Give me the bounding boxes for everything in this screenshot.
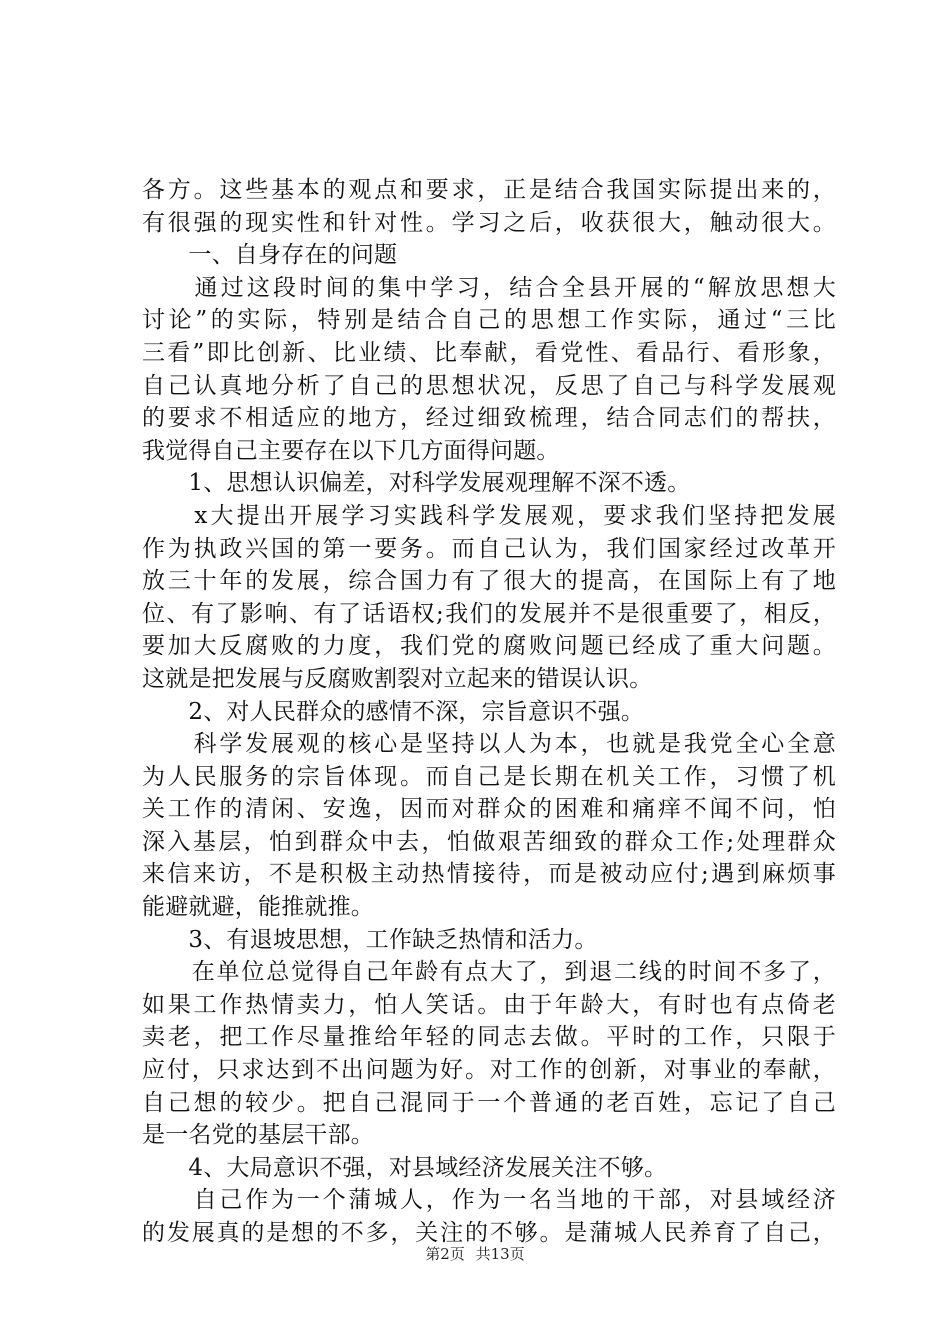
text-line: 1、思想认识偏差，对科学发展观理解不深不透。 <box>142 470 691 497</box>
text-line: 通过这段时间的集中学习，结合全县开展的“解放思想大 <box>142 274 836 301</box>
text-line: 自己认真地分析了自己的思想状况，反思了自己与科学发展观 <box>142 372 836 399</box>
text-line: 讨论”的实际，特别是结合自己的思想工作实际，通过“三比 <box>142 307 836 334</box>
text-line: 在单位总觉得自己年龄有点大了，到退二线的时间不多了， <box>142 959 836 986</box>
text-line: 深入基层，怕到群众中去，怕做艰苦细致的群众工作;处理群众 <box>142 828 836 855</box>
text-line: 卖老，把工作尽量推给年轻的同志去做。平时的工作，只限于 <box>142 1024 836 1051</box>
text-line: 应付，只求达到不出问题为好。对工作的创新，对事业的奉献， <box>142 1057 836 1084</box>
text-line: 我觉得自己主要存在以下几方面得问题。 <box>142 437 560 464</box>
text-line: 位、有了影响、有了话语权;我们的发展并不是很重要了，相反， <box>142 600 836 627</box>
text-line: 有很强的现实性和针对性。学习之后，收获很大，触动很大。 <box>142 209 836 236</box>
text-line: 为人民服务的宗旨体现。而自己是长期在机关工作，习惯了机 <box>142 763 836 790</box>
text-line: 是一名党的基层干部。 <box>142 1122 374 1149</box>
text-line: x大提出开展学习实践科学发展观，要求我们坚持把发展 <box>142 502 836 529</box>
text-line: 一、自身存在的问题 <box>142 242 398 269</box>
text-line: 各方。这些基本的观点和要求，正是结合我国实际提出来的， <box>142 177 836 203</box>
text-line: 关工作的清闲、安逸，因而对群众的困难和痛痒不闻不问，怕 <box>142 796 836 823</box>
text-line: 这就是把发展与反腐败割裂对立起来的错误认识。 <box>142 665 653 692</box>
text-line: 如果工作热情卖力，怕人笑话。由于年龄大，有时也有点倚老 <box>142 991 836 1018</box>
page-footer <box>0 1243 950 1264</box>
text-line: 放三十年的发展，综合国力有了很大的提高，在国际上有了地 <box>142 568 836 595</box>
text-line: 的发展真的是想的不多，关注的不够。是蒲城人民养育了自己， <box>142 1220 836 1246</box>
text-line: 4、大局意识不强，对县域经济发展关注不够。 <box>142 1154 668 1181</box>
page-total: 共13页 <box>475 1245 525 1263</box>
text-line: 要加大反腐败的力度，我们党的腐败问题已经成了重大问题。 <box>142 633 836 660</box>
text-line: 三看”即比创新、比业绩、比奉献，看党性、看品行、看形象， <box>142 339 836 366</box>
text-line: 作为执政兴国的第一要务。而自己认为，我们国家经过改革开 <box>142 535 836 562</box>
text-line: 自己作为一个蒲城人，作为一名当地的干部，对县域经济 <box>142 1187 836 1214</box>
text-line: 能避就避，能推就推。 <box>142 894 374 921</box>
text-line: 2、对人民群众的感情不深，宗旨意识不强。 <box>142 698 645 725</box>
text-line: 的要求不相适应的地方，经过细致梳理，结合同志们的帮扶， <box>142 405 836 432</box>
text-line: 科学发展观的核心是坚持以人为本，也就是我党全心全意 <box>142 731 836 758</box>
text-line: 来信来访，不是积极主动热情接待，而是被动应付;遇到麻烦事 <box>142 861 836 888</box>
text-line: 自己想的较少。把自己混同于一个普通的老百姓，忘记了自己 <box>142 1089 836 1116</box>
page-number: 第2页 <box>425 1245 465 1263</box>
text-line: 3、有退坡思想，工作缺乏热情和活力。 <box>142 926 598 953</box>
document-body <box>142 174 836 1250</box>
